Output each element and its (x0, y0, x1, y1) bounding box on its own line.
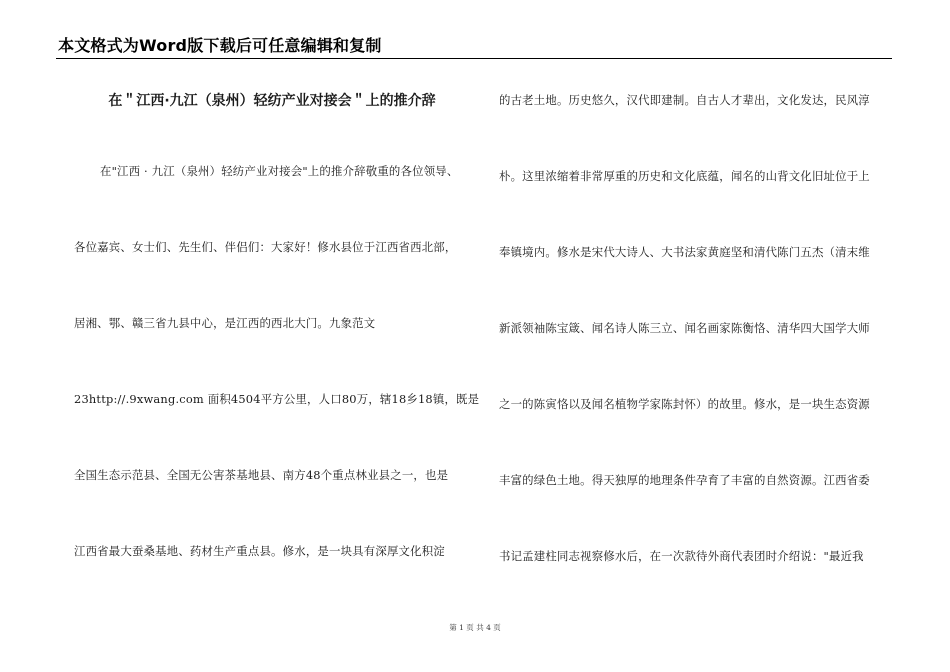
left-column (74, 70, 480, 617)
text-line: 的古老土地。历史悠久，汉代即建制。自古人才辈出，文化发达，民风淳 (499, 93, 870, 107)
text-line: 之一的陈寅恪以及闻名植物学家陈封怀）的故里。修水，是一块生态资源 (499, 397, 870, 411)
header-divider (56, 58, 892, 59)
text-line: 江西省最大蚕桑基地、药材生产重点县。修水，是一块具有深厚文化积淀 (74, 544, 445, 558)
document-title: 在＂江西·九江（泉州）轻纺产业对接会＂上的推介辞 (108, 93, 436, 109)
text-line: 书记孟建柱同志视察修水后，在一次款待外商代表团时介绍说："最近我 (499, 549, 864, 563)
text-line: 居湘、鄂、赣三省九县中心，是江西的西北大门。九象范文 (74, 316, 376, 330)
text-line: 全国生态示范县、全国无公害茶基地县、南方48个重点林业县之一，也是 (74, 468, 449, 482)
text-line: 丰富的绿色土地。得天独厚的地理条件孕育了丰富的自然资源。江西省委 (499, 473, 870, 487)
text-line: 奉镇境内。修水是宋代大诗人、大书法家黄庭坚和清代陈门五杰（清末维 (499, 245, 870, 259)
text-line: 在"江西 · 九江（泉州）轻纺产业对接会"上的推介辞敬重的各位领导、 (100, 164, 459, 178)
right-column (499, 70, 887, 622)
page-number: 第 1 页 共 4 页 (449, 623, 501, 632)
text-line: 朴。这里浓缩着非常厚重的历史和文化底蕴，闻名的山背文化旧址位于上 (499, 169, 870, 183)
text-line: 23http://.9xwang.com 面积4504平方公里，人口80万，辖18乡18镇，既是 (74, 392, 480, 406)
text-line: 各位嘉宾、女士们、先生们、伴侣们：大家好！修水县位于江西省西北部， (74, 240, 457, 254)
download-banner: 本文格式为Word版下载后可任意编辑和复制 (58, 36, 382, 55)
text-line: 新派领袖陈宝箴、闻名诗人陈三立、闻名画家陈衡恪、清华四大国学大师 (499, 321, 870, 335)
